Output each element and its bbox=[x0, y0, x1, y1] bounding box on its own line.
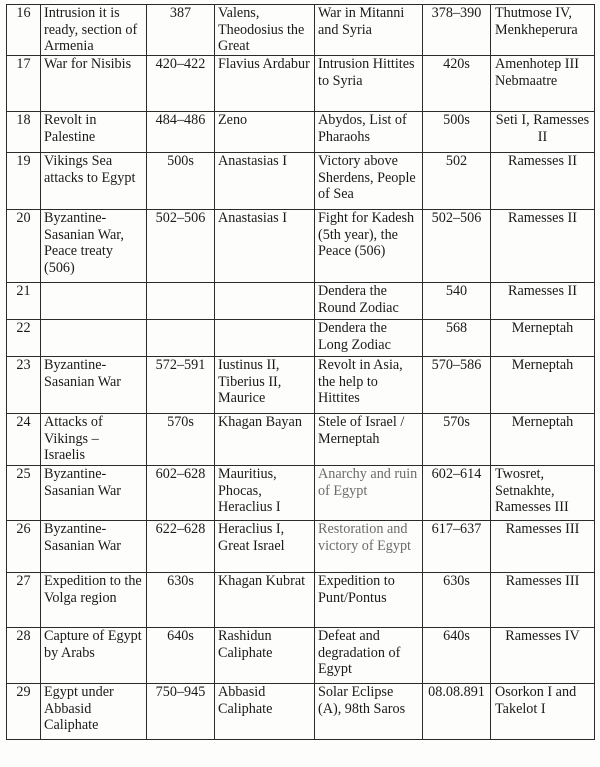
pharaoh-cell: Merneptah bbox=[491, 320, 595, 357]
egypt-date-cell: 420s bbox=[423, 56, 491, 112]
table-row bbox=[7, 283, 595, 320]
row-number: 19 bbox=[7, 153, 41, 210]
egypt-event-cell: Fight for Kadesh (5th year), the Peace (506) bbox=[315, 210, 423, 283]
row-number: 28 bbox=[7, 628, 41, 684]
date-cell: 420–422 bbox=[147, 56, 215, 112]
egypt-event-cell: Anarchy and ruin of Egypt bbox=[315, 466, 423, 521]
row-number: 16 bbox=[7, 5, 41, 56]
egypt-event-cell: War in Mitanni and Syria bbox=[315, 5, 423, 56]
date-cell: 500s bbox=[147, 153, 215, 210]
date-cell: 502–506 bbox=[147, 210, 215, 283]
ruler-cell: Valens, Theodosius the Great bbox=[215, 5, 315, 56]
ruler-cell: Khagan Kubrat bbox=[215, 573, 315, 628]
event-cell: Byzantine-Sasanian War, Peace treaty (506) bbox=[41, 210, 147, 283]
event-cell bbox=[41, 283, 147, 320]
event-cell: Byzantine-Sasanian War bbox=[41, 466, 147, 521]
egypt-date-cell: 617–637 bbox=[423, 521, 491, 573]
event-cell: Egypt under Abbasid Caliphate bbox=[41, 684, 147, 740]
date-cell: 484–486 bbox=[147, 112, 215, 153]
ruler-cell: Zeno bbox=[215, 112, 315, 153]
egypt-date-cell: 570–586 bbox=[423, 357, 491, 414]
row-number: 22 bbox=[7, 320, 41, 357]
date-cell bbox=[147, 320, 215, 357]
egypt-date-cell: 602–614 bbox=[423, 466, 491, 521]
date-cell: 572–591 bbox=[147, 357, 215, 414]
pharaoh-cell: Osorkon I and Takelot I bbox=[491, 684, 595, 740]
table-row bbox=[7, 153, 595, 210]
pharaoh-cell: Amenhotep III Nebmaatre bbox=[491, 56, 595, 112]
egypt-date-cell: 502–506 bbox=[423, 210, 491, 283]
date-cell: 750–945 bbox=[147, 684, 215, 740]
egypt-date-cell: 502 bbox=[423, 153, 491, 210]
event-cell: War for Nisibis bbox=[41, 56, 147, 112]
egypt-date-cell: 500s bbox=[423, 112, 491, 153]
egypt-event-cell: Abydos, List of Pharaohs bbox=[315, 112, 423, 153]
table-row bbox=[7, 210, 595, 283]
table-row bbox=[7, 112, 595, 153]
egypt-date-cell: 540 bbox=[423, 283, 491, 320]
egypt-event-cell: Defeat and degradation of Egypt bbox=[315, 628, 423, 684]
date-cell: 570s bbox=[147, 414, 215, 466]
table-row bbox=[7, 466, 595, 521]
row-number: 26 bbox=[7, 521, 41, 573]
ruler-cell: Abbasid Caliphate bbox=[215, 684, 315, 740]
egypt-event-cell: Dendera the Round Zodiac bbox=[315, 283, 423, 320]
egypt-date-cell: 570s bbox=[423, 414, 491, 466]
table-row bbox=[7, 628, 595, 684]
ruler-cell: Flavius Ardabur bbox=[215, 56, 315, 112]
pharaoh-cell: Ramesses II bbox=[491, 283, 595, 320]
ruler-cell bbox=[215, 283, 315, 320]
event-cell: Byzantine-Sasanian War bbox=[41, 357, 147, 414]
table-row bbox=[7, 573, 595, 628]
event-cell: Attacks of Vikings – Israelis bbox=[41, 414, 147, 466]
ruler-cell: Anastasias I bbox=[215, 210, 315, 283]
row-number: 24 bbox=[7, 414, 41, 466]
table-row bbox=[7, 684, 595, 740]
event-cell: Expedition to the Volga region bbox=[41, 573, 147, 628]
ruler-cell: Khagan Bayan bbox=[215, 414, 315, 466]
ruler-cell: Heraclius I, Great Israel bbox=[215, 521, 315, 573]
egypt-event-cell: Victory above Sherdens, People of Sea bbox=[315, 153, 423, 210]
egypt-date-cell: 640s bbox=[423, 628, 491, 684]
event-cell: Capture of Egypt by Arabs bbox=[41, 628, 147, 684]
pharaoh-cell: Ramesses IV bbox=[491, 628, 595, 684]
row-number: 18 bbox=[7, 112, 41, 153]
chronology-table bbox=[6, 4, 595, 740]
egypt-date-cell: 08.08.891 bbox=[423, 684, 491, 740]
pharaoh-cell: Ramesses III bbox=[491, 573, 595, 628]
event-cell: Intrusion it is ready, section of Armenia bbox=[41, 5, 147, 56]
egypt-event-cell: Revolt in Asia, the help to Hittites bbox=[315, 357, 423, 414]
pharaoh-cell: Merneptah bbox=[491, 357, 595, 414]
row-number: 29 bbox=[7, 684, 41, 740]
ruler-cell: Anastasias I bbox=[215, 153, 315, 210]
date-cell: 602–628 bbox=[147, 466, 215, 521]
row-number: 20 bbox=[7, 210, 41, 283]
event-cell: Vikings Sea attacks to Egypt bbox=[41, 153, 147, 210]
date-cell: 387 bbox=[147, 5, 215, 56]
row-number: 27 bbox=[7, 573, 41, 628]
ruler-cell: Iustinus II, Tiberius II, Maurice bbox=[215, 357, 315, 414]
event-cell: Byzantine-Sasanian War bbox=[41, 521, 147, 573]
egypt-event-cell: Intrusion Hittites to Syria bbox=[315, 56, 423, 112]
row-number: 23 bbox=[7, 357, 41, 414]
date-cell: 630s bbox=[147, 573, 215, 628]
table-row bbox=[7, 5, 595, 56]
pharaoh-cell: Twosret, Setnakhte, Ramesses III bbox=[491, 466, 595, 521]
ruler-cell: Mauritius, Phocas, Heraclius I bbox=[215, 466, 315, 521]
egypt-date-cell: 630s bbox=[423, 573, 491, 628]
pharaoh-cell: Seti I, Ramesses II bbox=[491, 112, 595, 153]
egypt-event-cell: Dendera the Long Zodiac bbox=[315, 320, 423, 357]
egypt-date-cell: 568 bbox=[423, 320, 491, 357]
row-number: 17 bbox=[7, 56, 41, 112]
egypt-date-cell: 378–390 bbox=[423, 5, 491, 56]
table-row bbox=[7, 357, 595, 414]
row-number: 25 bbox=[7, 466, 41, 521]
date-cell: 640s bbox=[147, 628, 215, 684]
pharaoh-cell: Ramesses II bbox=[491, 210, 595, 283]
date-cell bbox=[147, 283, 215, 320]
row-number: 21 bbox=[7, 283, 41, 320]
table-body bbox=[7, 5, 595, 740]
egypt-event-cell: Solar Eclipse (A), 98th Saros bbox=[315, 684, 423, 740]
pharaoh-cell: Thutmose IV, Menkheperura bbox=[491, 5, 595, 56]
table-row bbox=[7, 56, 595, 112]
pharaoh-cell: Ramesses III bbox=[491, 521, 595, 573]
egypt-event-cell: Stele of Israel / Merneptah bbox=[315, 414, 423, 466]
egypt-event-cell: Restoration and victory of Egypt bbox=[315, 521, 423, 573]
date-cell: 622–628 bbox=[147, 521, 215, 573]
table-row bbox=[7, 414, 595, 466]
table-row bbox=[7, 320, 595, 357]
egypt-event-cell: Expedition to Punt/Pontus bbox=[315, 573, 423, 628]
pharaoh-cell: Ramesses II bbox=[491, 153, 595, 210]
ruler-cell: Rashidun Caliphate bbox=[215, 628, 315, 684]
event-cell: Revolt in Palestine bbox=[41, 112, 147, 153]
table-row bbox=[7, 521, 595, 573]
ruler-cell bbox=[215, 320, 315, 357]
event-cell bbox=[41, 320, 147, 357]
pharaoh-cell: Merneptah bbox=[491, 414, 595, 466]
